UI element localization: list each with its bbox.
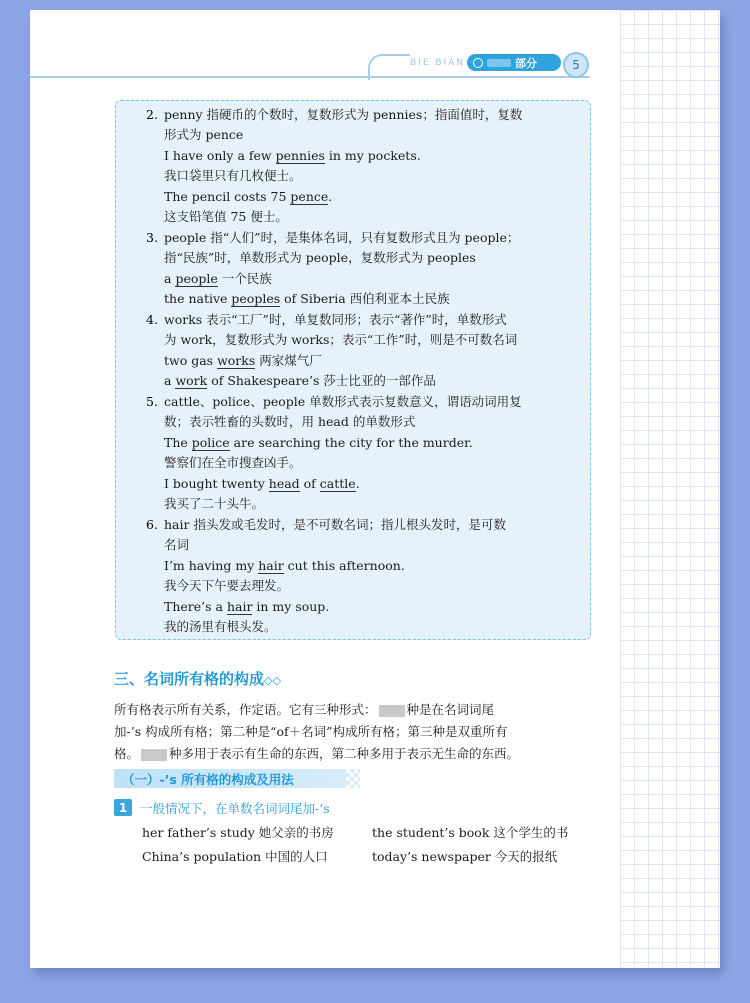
header-arc xyxy=(368,54,410,80)
item-6-example-2-cn: 我的汤里有根头发。 xyxy=(164,619,277,634)
item-2-example-2-cn: 这支铅笔值 75 便士。 xyxy=(164,209,288,224)
item-3-line-2: 指“民族”时，单数形式为 people，复数形式为 peoples xyxy=(164,250,476,265)
item-5-example-2: I bought twenty head of cattle. xyxy=(164,476,360,491)
item-6-line-1: hair 指头发或毛发时，是不可数名词；指儿根头发时，是可数 xyxy=(164,517,506,532)
item-5-line-2: 数；表示牲畜的头数时，用 head 的单数形式 xyxy=(164,414,416,429)
item-4-example-1: two gas works 两家煤气厂 xyxy=(164,353,322,368)
blurred-word xyxy=(141,749,167,761)
item-6-example-1-cn: 我今天下午要去理发。 xyxy=(164,578,290,593)
item-6-example-2: There’s a hair in my soup. xyxy=(164,599,330,614)
item-2-line-2: 形式为 pence xyxy=(164,127,244,142)
item-number: 2. xyxy=(146,107,158,122)
item-6-line-2: 名词 xyxy=(164,537,190,552)
item-number: 5. xyxy=(146,394,158,409)
item-5-example-2-cn: 我买了二十头牛。 xyxy=(164,496,265,511)
book-page xyxy=(30,10,720,968)
subsection-checker xyxy=(330,769,360,788)
blurred-label xyxy=(487,59,511,67)
section-label: 部分 xyxy=(515,56,537,70)
rule-text: 一般情况下，在单数名词词尾加-’s xyxy=(140,801,330,816)
paragraph-line-2: 加-’s 构成所有格；第二种是“of＋名词”构成所有格；第三种是双重所有 xyxy=(114,724,508,739)
item-2-line-1: penny 指硬币的个数时，复数形式为 pennies；指面值时，复数 xyxy=(164,107,523,122)
item-2-example-1-cn: 我口袋里只有几枚便士。 xyxy=(164,168,302,183)
paragraph-line-1: 所有格表示所有关系，作定语。它有三种形式： 种是在名词词尾 xyxy=(114,702,495,717)
item-3-line-1: people 指“人们”时，是集体名词，只有复数形式且为 people； xyxy=(164,230,520,245)
item-5-example-1-cn: 警察们在全市搜查凶手。 xyxy=(164,455,302,470)
page-number: 5 xyxy=(563,52,589,78)
item-2-example-1: I have only a few pennies in my pockets. xyxy=(164,148,421,163)
notes-box xyxy=(115,100,591,640)
item-number: 4. xyxy=(146,312,158,327)
item-3-example-2: the native peoples of Siberia 西伯利亚本土民族 xyxy=(164,291,450,306)
item-3-example-1: a people 一个民族 xyxy=(164,271,272,286)
item-number: 6. xyxy=(146,517,158,532)
example-phrase: China’s population 中国的人口 xyxy=(142,849,328,864)
example-phrase: the student’s book 这个学生的书 xyxy=(372,825,569,840)
item-6-example-1: I’m having my hair cut this afternoon. xyxy=(164,558,405,573)
example-phrase: her father’s study 她父亲的书房 xyxy=(142,825,334,840)
item-number: 3. xyxy=(146,230,158,245)
item-4-line-1: works 表示“工厂”时，单复数同形；表示“著作”时，单数形式 xyxy=(164,312,507,327)
diamond-icon: ◇◇ xyxy=(264,674,281,687)
header-rule xyxy=(30,76,590,78)
subsection-title: （一）-’s 所有格的构成及用法 xyxy=(122,772,294,787)
item-5-example-1: The police are searching the city for the murder. xyxy=(164,435,473,450)
header-section-pill xyxy=(467,54,561,71)
header-pinyin: BIE BIAN xyxy=(410,58,466,68)
paragraph-line-3: 格。 种多用于表示有生命的东西，第二种多用于表示无生命的东西。 xyxy=(114,746,520,761)
example-phrase: today’s newspaper 今天的报纸 xyxy=(372,849,558,864)
item-4-example-2: a work of Shakespeare’s 莎士比亚的一部作品 xyxy=(164,373,436,388)
item-5-line-1: cattle、police、people 单数形式表示复数意义，谓语动词用复 xyxy=(164,394,522,409)
blurred-word xyxy=(379,705,405,717)
item-2-example-2: The pencil costs 75 pence. xyxy=(164,189,333,204)
item-4-line-2: 为 work，复数形式为 works；表示“工作”时，则是不可数名词 xyxy=(164,332,518,347)
rule-number-badge: 1 xyxy=(114,799,132,816)
grid-margin xyxy=(620,10,720,968)
section-title: 三、名词所有格的构成◇◇ xyxy=(114,670,281,688)
section-icon xyxy=(473,58,483,68)
